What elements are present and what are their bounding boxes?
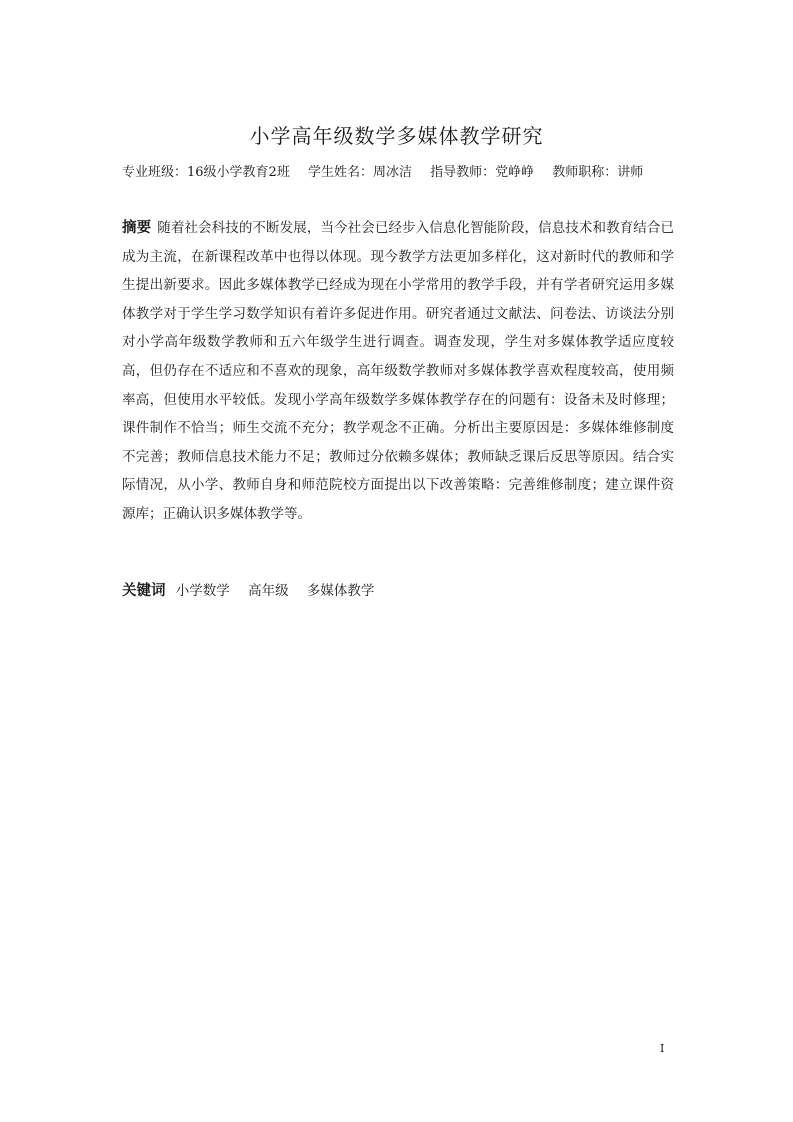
abstract-paragraph [122,214,674,529]
student-name-field: 学生姓名：周冰洁 [307,165,412,180]
abstract-text: 随着社会科技的不断发展，当今社会已经步入信息化智能阶段，信息技术和教育结合已成为主流，在新课程改革中也得以体现。现今教学方法更加多样化，这对新时代的教师和学生提出新要求。因此多媒体教学已经成为现在小学常用的教学手段，并有学者研究运用多媒体教学对于学生学习数学知识有着许多促进作用。研究者通过文献法、问卷法、访谈法分别对小学高年级数学教师和五六年级学生进行调查。调查发现，学生对多媒体教学适应度较高，但仍存在不适应和不喜欢的现象，高年级数学教师对多媒体教学喜欢程度较高，使用频率高，但使用水平较低。发现小学高年级数学多媒体教学存在的问题有：设备未及时修理；课件制作不恰当；师生交流不充分；教学观念不正确。分析出主要原因是：多媒体维修制度不完善；教师信息技术能力不足；教师过分依赖多媒体；教师缺乏课后反思等原因。结合实际情况，从小学、教师自身和师范院校方面提出以下改善策略：完善维修制度；建立课件资源库；正确认识多媒体教学等。 [122,220,675,522]
page-number: I [660,1042,665,1055]
keyword-item: 多媒体教学 [306,583,375,599]
keywords-line [122,578,674,604]
advisor-field: 指导教师：党峥峥 [430,165,535,180]
author-info-line [122,163,682,183]
keyword-item: 高年级 [248,583,289,599]
keywords-label: 关键词 [122,583,166,599]
paper-title: 小学高年级数学多媒体教学研究 [249,124,544,148]
abstract-label: 摘要 [122,220,152,236]
advisor-title-field: 教师职称：讲师 [552,165,644,180]
class-field: 专业班级：16级小学教育2班 [122,165,290,180]
keyword-item: 小学数学 [175,583,230,599]
